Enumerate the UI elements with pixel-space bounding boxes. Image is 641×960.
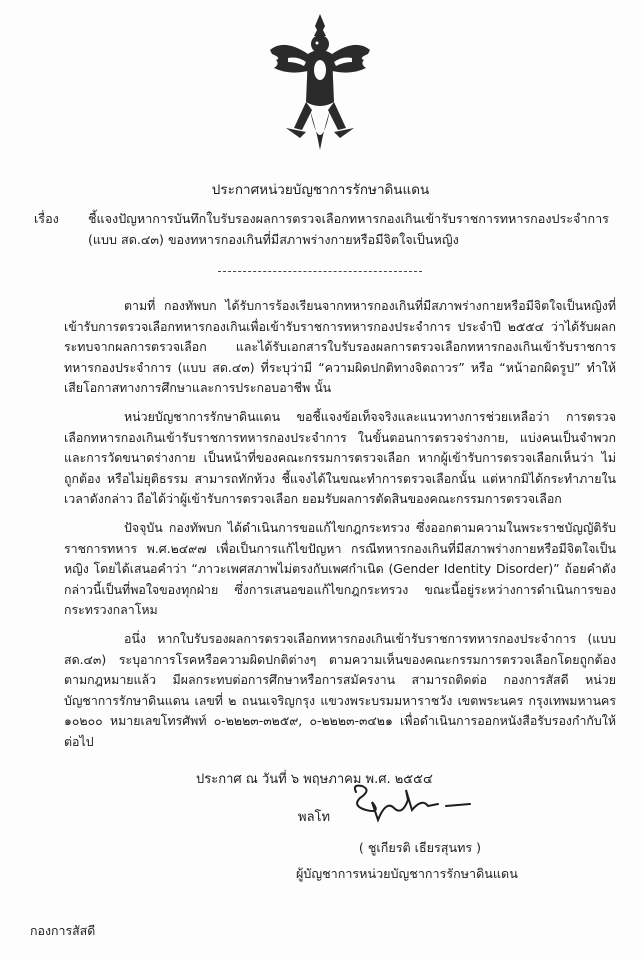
document-title: ประกาศหน่วยบัญชาการรักษาดินแดน	[211, 182, 430, 198]
signer-name: ( ชูเกียรติ เธียรสุนทร )	[358, 840, 482, 855]
paragraph-1: ตามที่ กองทัพบก ได้รับการร้องเรียนจากทหารกองเกินที่มีสภาพร่างกายหรือมีจิตใจเป็นหญิงที่เข้ารับการตรวจเลือกทหารกองเกินเพื่อเข้ารับราชการทหารกองประจำการ ประจำปี ๒๕๕๔ ว่าได้รับผลกระทบจากผลการตรวจเลือก และได้รับเอกสารใบรับรองผลการตรวจเลือกทหารกองเกินเข้ารับราชการทหารกองประจำการ (แบบ สด.๔๓) ที่ระบุว่ามี “ความผิดปกติทางจิตถาวร” หรือ “หน้าอกผิดรูป” ทำให้เสียโอกาสทางการศึกษาและการประกอบอาชีพ นั้น	[64, 298, 616, 396]
paragraph-4: อนึ่ง หากใบรับรองผลการตรวจเลือกทหารกองเกินเข้ารับราชการทหารกองประจำการ (แบบ สด.๔๓) ระบุอาการโรคหรือความผิดปกติต่างๆ ตามความเห็นของคณะกรรมการตรวจเลือกโดยถูกต้องตามกฎหมายแล้ว มีผลกระทบต่อการศึกษาหรือการสมัครงาน สามารถติดต่อ กองการสัสดี หน่วยบัญชาการรักษาดินแดน เลขที่ ๒ ถนนเจริญกรุง แขวงพระบรมมหาราชวัง เขตพระนคร กรุงเทพมหานคร ๑๐๒๐๐ หมายเลขโทรศัพท์ ๐-๒๒๒๓-๓๒๕๙, ๐-๒๒๒๓-๓๔๒๑ เพื่อดำเนินการออกหนังสือรับรองกำกับให้ต่อไป	[64, 630, 616, 749]
paragraph-3: ปัจจุบัน กองทัพบก ได้ดำเนินการขอแก้ไขกฎกระทรวง ซึ่งออกตามความในพระราชบัญญัติรับราชการทหาร พ.ศ.๒๔๙๗ เพื่อเป็นการแก้ไขปัญหา กรณีทหารกองเกินที่มีสภาพร่างกายหรือมีจิตใจเป็นหญิง โดยได้เสนอคำว่า “ภาวะเพศสภาพไม่ตรงกับเพศกำเนิด (Gender Identity Disorder)” ถ้อยคำดังกล่าวนี้เป็นที่พอใจของทุกฝ่าย ซึ่งการเสนอขอแก้ไขกฎกระทรวง ขณะนี้อยู่ระหว่างการดำเนินการของกระทรวงกลาโหม	[64, 519, 616, 618]
announcement-date: ประกาศ ณ วันที่ ๖ พฤษภาคม พ.ศ. ๒๕๕๔	[196, 772, 433, 787]
signer-position: ผู้บัญชาการหน่วยบัญชาการรักษาดินแดน	[296, 866, 518, 881]
signature-icon	[342, 780, 482, 830]
footer-office: กองการสัสดี	[30, 923, 96, 938]
subject-text: ชี้แจงปัญหาการบันทึกใบรับรองผลการตรวจเลือกทหารกองเกินเข้ารับราชการทหารกองประจำการ (แบบ สด.๔๓) ของทหารกองเกินที่มีสภาพร่างกายหรือมีจิตใจเป็นหญิง	[88, 211, 609, 247]
garuda-emblem-icon	[266, 10, 374, 160]
subject-label: เรื่อง	[34, 211, 59, 226]
signer-rank: พลโท	[298, 810, 331, 825]
document-body	[64, 296, 616, 760]
subject-block	[34, 208, 624, 250]
dashed-divider	[218, 271, 422, 272]
paragraph-2: หน่วยบัญชาการรักษาดินแดน ขอชี้แจงข้อเท็จจริงและแนวทางการช่วยเหลือว่า การตรวจเลือกทหารกองเกินเข้ารับราชการทหารกองประจำการ ในขั้นตอนการตรวจร่างกาย, แบ่งคนเป็นจำพวก และการวัดขนาดร่างกาย เป็นหน้าที่ของคณะกรรมการตรวจเลือก หากผู้เข้ารับการตรวจเลือกเห็นว่า ไม่ถูกต้อง หรือไม่ยุติธรรม สามารถทักท้วง ชี้แจงได้ในขณะทำการตรวจเลือกนั้น แต่หากมิได้กระทำภายในเวลาดังกล่าว ถือได้ว่าผู้เข้ารับการตรวจเลือก ยอมรับผลการตัดสินของคณะกรรมการตรวจเลือก	[64, 408, 616, 507]
